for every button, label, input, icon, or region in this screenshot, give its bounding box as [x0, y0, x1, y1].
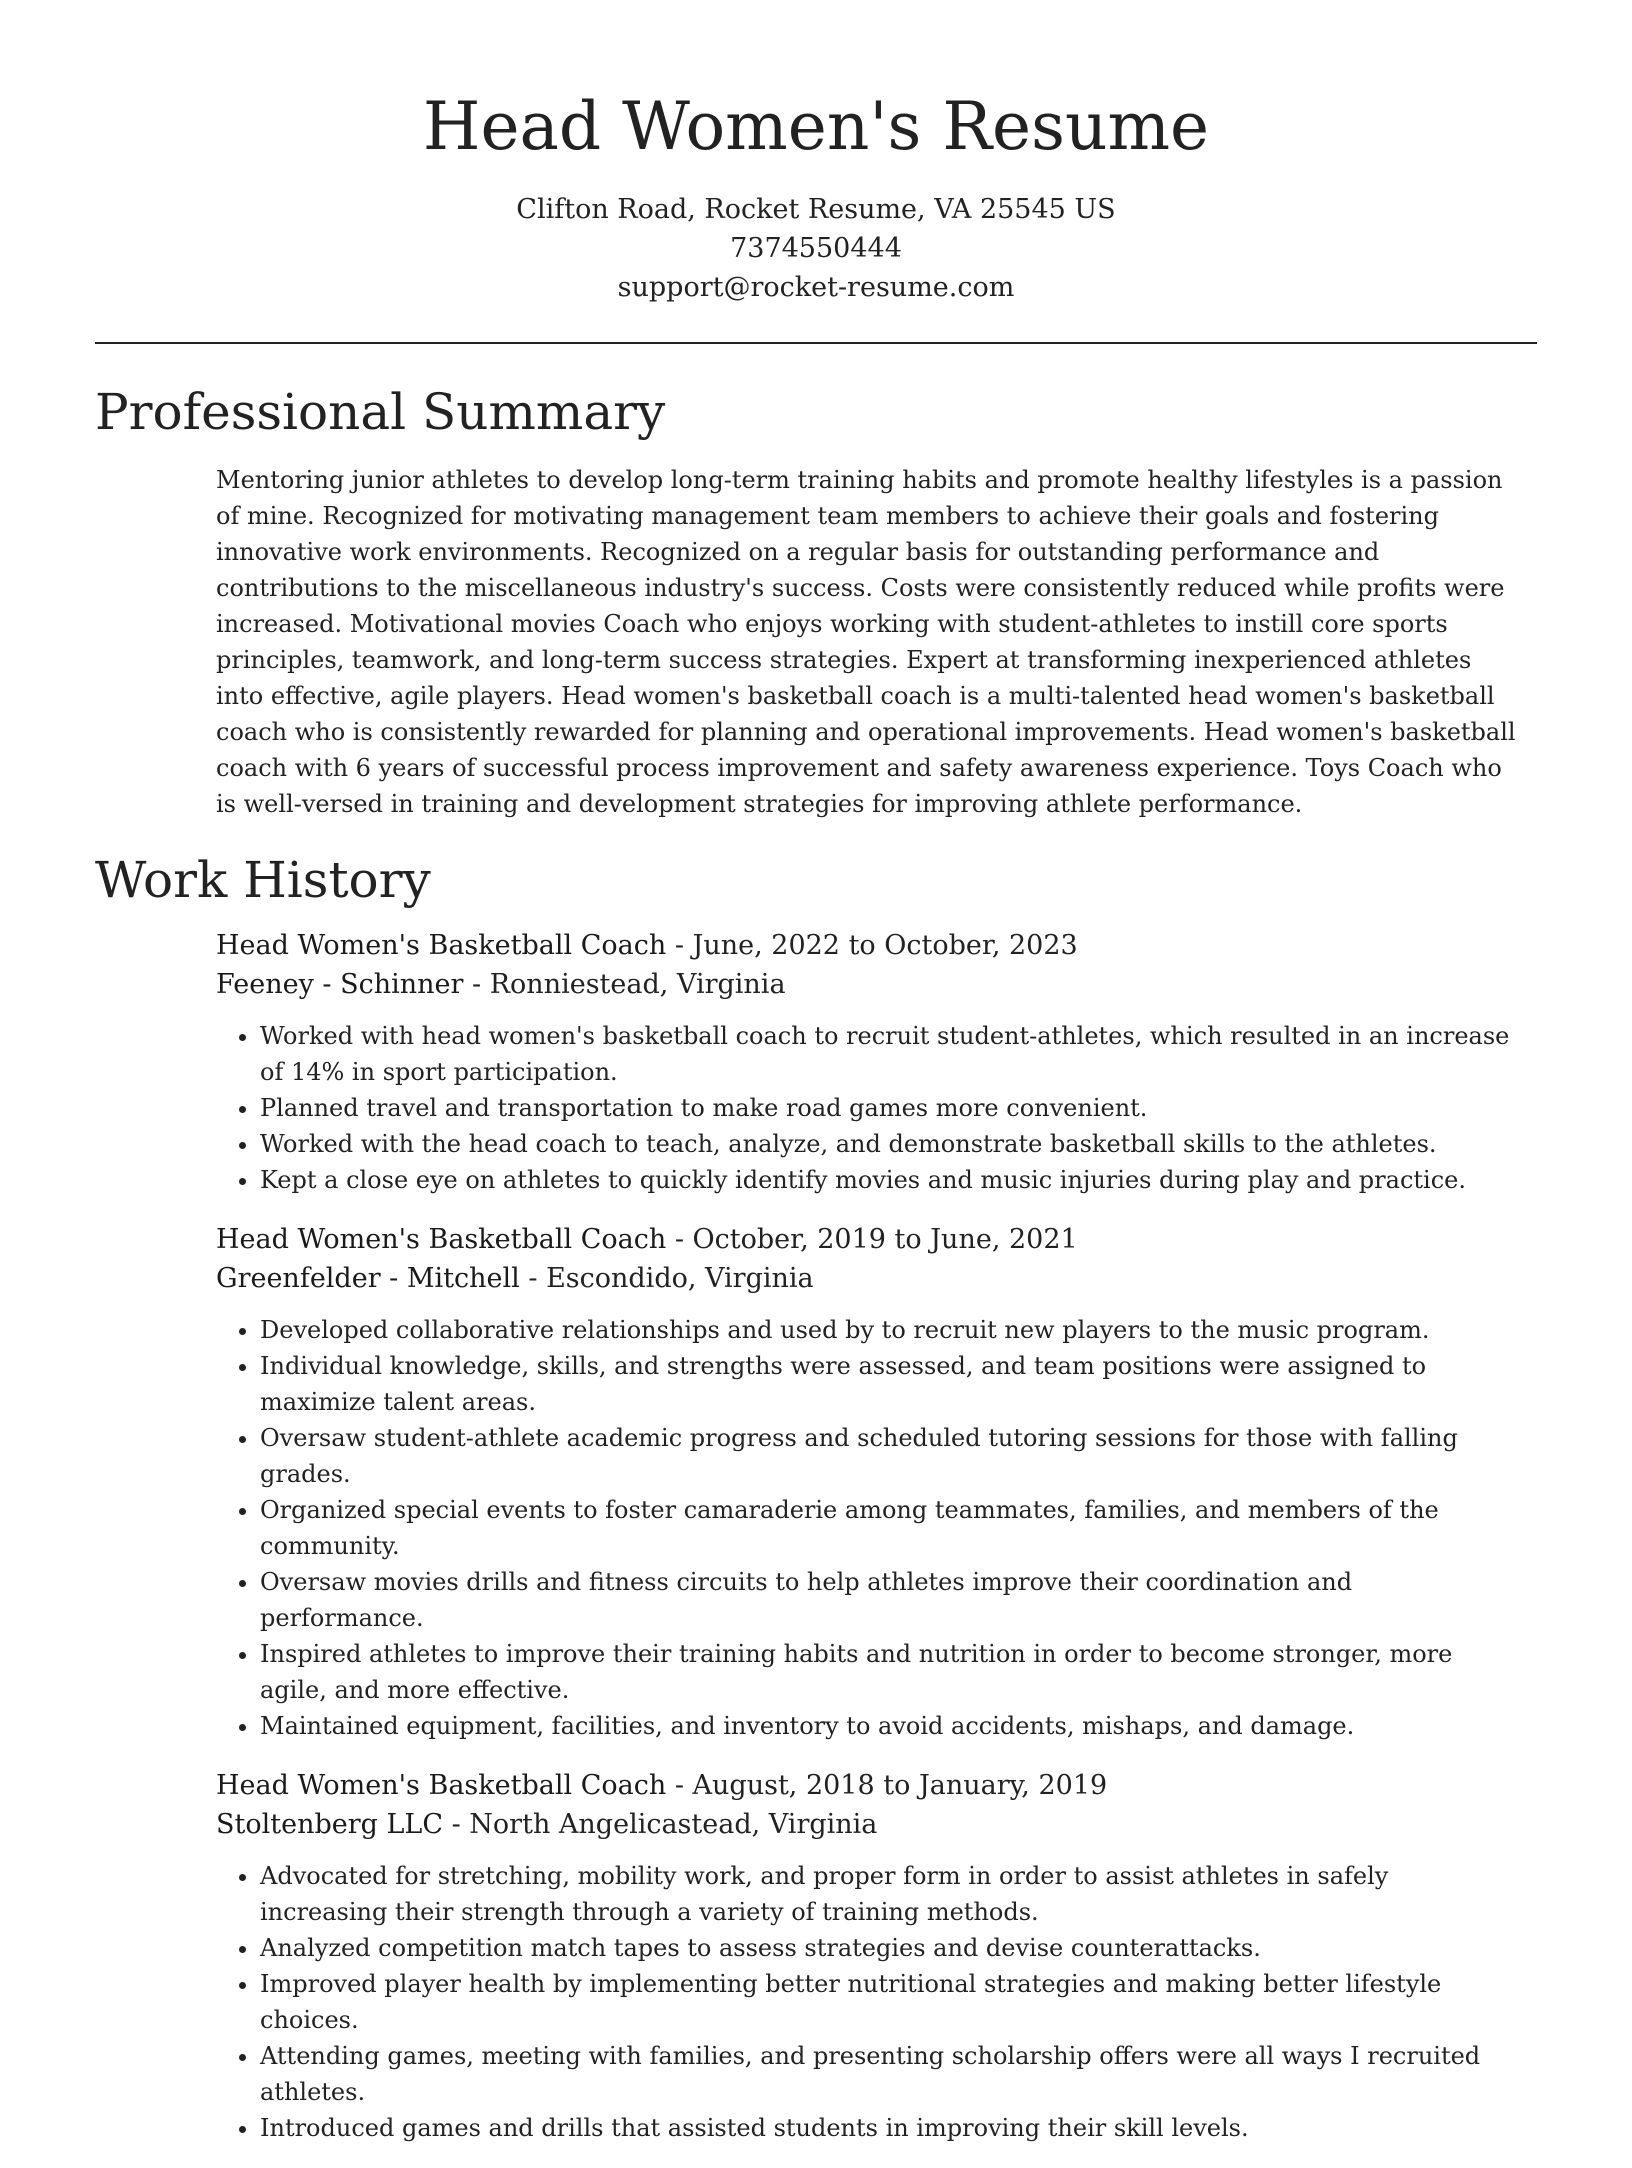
job-title-line: [216, 926, 1522, 965]
job-bullet: • Worked with head women's basketball coach to recruit student-athletes, which resulted in an increase of 14% in sport participation.: [260, 1018, 1522, 1090]
job-company: Greenfelder - Mitchell: [216, 1263, 520, 1294]
contact-email: support@rocket-resume.com: [617, 272, 1015, 303]
job-company-line: [216, 1259, 1522, 1298]
resume-name: Head Women's Resume: [422, 88, 1210, 165]
job-bullet: • Introduced games and drills that assisted students in improving their skill levels.: [260, 2110, 1522, 2146]
contact-phone: 7374550444: [730, 233, 902, 264]
job-dates: - June, 2022 to October, 2023: [666, 930, 1078, 961]
job-bullet: • Analyzed competition match tapes to assess strategies and devise counterattacks.: [260, 1930, 1522, 1966]
job-bullet: • Oversaw student-athlete academic progress and scheduled tutoring sessions for those with falling grades.: [260, 1420, 1522, 1492]
job-title: Head Women's Basketball Coach: [216, 1770, 667, 1801]
job-entry: [216, 1766, 1522, 2146]
job-bullets: [216, 1312, 1522, 1744]
job-company: Feeney - Schinner: [216, 969, 464, 1000]
job-bullet: • Attending games, meeting with families, and presenting scholarship offers were all ways I recruited athletes.: [260, 2038, 1522, 2110]
job-bullet: • Organized special events to foster camaraderie among teammates, families, and members of the community.: [260, 1492, 1522, 1564]
job-bullet: • Worked with the head coach to teach, analyze, and demonstrate basketball skills to the athletes.: [260, 1126, 1522, 1162]
job-bullets: [216, 1858, 1522, 2146]
job-bullet: • Improved player health by implementing better nutritional strategies and making better lifestyle choices.: [260, 1966, 1522, 2038]
header-divider: [95, 342, 1537, 344]
job-title: Head Women's Basketball Coach: [216, 930, 667, 961]
job-company-line: [216, 1805, 1522, 1844]
job-bullet: • Oversaw movies drills and fitness circuits to help athletes improve their coordination and performance.: [260, 1564, 1522, 1636]
job-bullet: • Planned travel and transportation to make road games more convenient.: [260, 1090, 1522, 1126]
job-company: Stoltenberg LLC: [216, 1809, 444, 1840]
work-history-heading: Work History: [95, 851, 431, 909]
job-title: Head Women's Basketball Coach: [216, 1224, 667, 1255]
job-bullet: • Inspired athletes to improve their training habits and nutrition in order to become stronger, more agile, and more effective.: [260, 1636, 1522, 1708]
job-title-line: [216, 1220, 1522, 1259]
job-entry: [216, 926, 1522, 1198]
work-history-list: [216, 926, 1522, 2168]
job-dates: - October, 2019 to June, 2021: [666, 1224, 1078, 1255]
job-entry: [216, 1220, 1522, 1744]
contact-block: [0, 190, 1632, 307]
job-bullet: • Developed collaborative relationships and used by to recruit new players to the music program.: [260, 1312, 1522, 1348]
job-bullet: • Individual knowledge, skills, and strengths were assessed, and team positions were assigned to maximize talent areas.: [260, 1348, 1522, 1420]
job-location: - North Angelicastead, Virginia: [443, 1809, 878, 1840]
resume-header: [0, 82, 1632, 307]
job-company-line: [216, 965, 1522, 1004]
summary-text: Mentoring junior athletes to develop long-term training habits and promote healthy lifestyles is a passion of mine. Recognized for motivating management team members to achieve their goals and fostering innovative work environments. Recognized on a regular basis for outstanding performance and contributions to the miscellaneous industry's success. Costs were consistently reduced while profits were increased. Motivational movies Coach who enjoys working with student-athletes to instill core sports principles, teamwork, and long-term success strategies. Expert at transforming inexperienced athletes into effective, agile players. Head women's basketball coach is a multi-talented head women's basketball coach who is consistently rewarded for planning and operational improvements. Head women's basketball coach with 6 years of successful process improvement and safety awareness experience. Toys Coach who is well-versed in training and development strategies for improving athlete performance.: [216, 466, 1516, 818]
job-bullet: • Kept a close eye on athletes to quickly identify movies and music injuries during play and practice.: [260, 1162, 1522, 1198]
job-bullet: • Advocated for stretching, mobility work, and proper form in order to assist athletes in safely increasing their strength through a variety of training methods.: [260, 1858, 1522, 1930]
summary-heading: Professional Summary: [95, 383, 666, 441]
job-bullet: • Maintained equipment, facilities, and inventory to avoid accidents, mishaps, and damage.: [260, 1708, 1522, 1744]
job-bullets: [216, 1018, 1522, 1198]
job-location: - Escondido, Virginia: [519, 1263, 814, 1294]
contact-address: Clifton Road, Rocket Resume, VA 25545 US: [516, 194, 1116, 225]
job-dates: - August, 2018 to January, 2019: [666, 1770, 1108, 1801]
job-location: - Ronniestead, Virginia: [463, 969, 786, 1000]
job-title-line: [216, 1766, 1522, 1805]
